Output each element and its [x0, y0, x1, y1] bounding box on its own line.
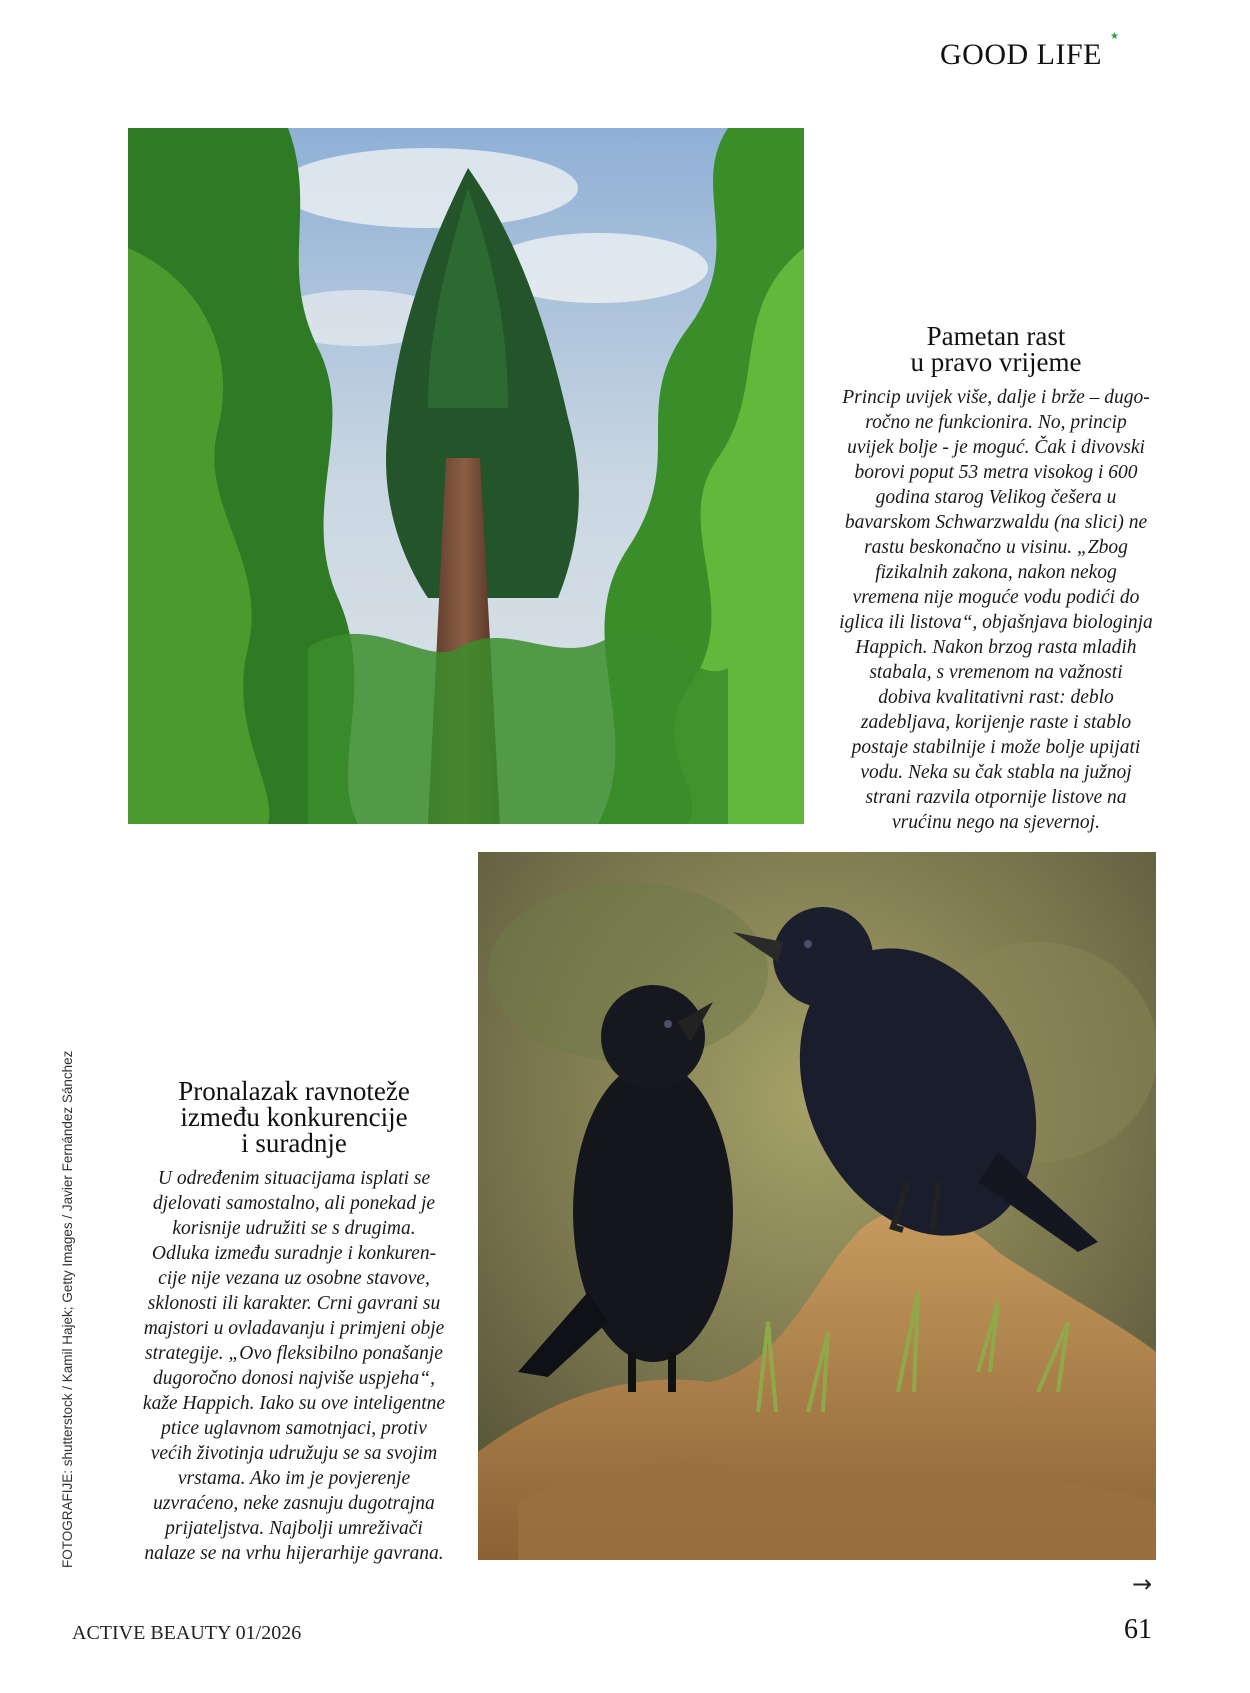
- body-line: vrstama. Ako im je povjerenje: [177, 1468, 411, 1489]
- body-line: Happich. Nakon brzog rasta mladih: [855, 637, 1137, 658]
- article-title: [826, 323, 1166, 375]
- article-title: [126, 1078, 462, 1156]
- forest-photo-illustration: [128, 128, 804, 824]
- ravens-photo-illustration: [478, 852, 1156, 1560]
- body-line: postaje stabilnije i može bolje upijati: [851, 737, 1141, 758]
- body-line: dugoročno donosi najviše uspjeha“,: [152, 1368, 436, 1389]
- body-line: majstori u ovladavanju i primjeni obje: [143, 1318, 445, 1339]
- title-line: Pronalazak ravnoteže: [178, 1076, 410, 1106]
- body-line: zadebljava, korijenje raste i stablo: [860, 712, 1132, 733]
- body-line: dobiva kvalitativni rast: deblo: [878, 687, 1114, 708]
- body-line: nalaze se na vrhu hijerarhije gavrana.: [144, 1543, 444, 1564]
- body-line: Princip uvijek više, dalje i brže – dugo-: [842, 387, 1150, 408]
- small-star-mark-icon: ★: [1110, 31, 1119, 42]
- ravens-photo: [478, 852, 1156, 1560]
- body-line: vremena nije moguće vodu podići do: [852, 587, 1140, 608]
- body-line: vrućinu nego na sjevernoj.: [892, 812, 1100, 833]
- body-line: uzvraćeno, neke zasnuju dugotrajna: [153, 1493, 435, 1514]
- body-line: godina starog Velikog češera u: [875, 487, 1117, 508]
- body-line: ptice uglavnom samotnjaci, protiv: [161, 1418, 427, 1439]
- body-line: borovi poput 53 metra visokog i 600: [854, 462, 1138, 483]
- magazine-issue: ACTIVE BEAUTY 01/2026: [72, 1622, 302, 1644]
- photo-credit: FOTOGRAFIJE: shutterstock / Kamil Hajek; Getty Images / Javier Fernández Sánchez: [60, 1050, 75, 1568]
- title-line: u pravo vrijeme: [910, 347, 1082, 377]
- body-line: ročno ne funkcionira. No, princip: [865, 412, 1127, 433]
- body-line: prijateljstva. Najbolji umreživači: [165, 1518, 423, 1539]
- next-page-arrow-icon[interactable]: →: [1132, 1570, 1153, 1598]
- article-smart-growth: [826, 323, 1166, 835]
- body-line: većih životinja udružuju se sa svojim: [150, 1443, 438, 1464]
- body-line: rastu beskonačno u visinu. „Zbog: [864, 537, 1128, 558]
- body-line: strani razvila otpornije listove na: [865, 787, 1127, 808]
- body-line: kaže Happich. Iako su ove inteligentne: [142, 1393, 446, 1414]
- body-line: strategije. „Ovo fleksibilno ponašanje: [145, 1343, 443, 1364]
- body-line: Odluka između suradnje i konkuren-: [151, 1243, 437, 1264]
- title-line: i suradnje: [241, 1128, 347, 1158]
- body-line: sklonosti ili karakter. Crni gavrani su: [147, 1293, 441, 1314]
- body-line: U određenim situacijama isplati se: [157, 1168, 431, 1189]
- article-balance: [126, 1078, 462, 1566]
- body-line: korisnije udružiti se s drugima.: [172, 1218, 416, 1239]
- body-line: stabala, s vremenom na važnosti: [869, 662, 1123, 683]
- body-line: cije nije vezana uz osobne stavove,: [158, 1268, 430, 1289]
- body-line: fizikalnih zakona, nakon nekog: [875, 562, 1117, 583]
- page-number: 61: [1124, 1614, 1152, 1645]
- body-line: bavarskom Schwarzwaldu (na slici) ne: [844, 512, 1148, 533]
- body-line: djelovati samostalno, ali ponekad je: [152, 1193, 436, 1214]
- body-line: uvijek bolje - je moguć. Čak i divovski: [847, 437, 1145, 458]
- article-body: [126, 1166, 462, 1566]
- body-line: vodu. Neka su čak stabla na južnoj: [860, 762, 1132, 783]
- article-body: [826, 385, 1166, 835]
- forest-photo: [128, 128, 804, 824]
- title-line: između konkurencije: [180, 1102, 408, 1132]
- section-label: GOOD LIFE: [940, 38, 1102, 71]
- body-line: iglica ili listova“, objašnjava biologinja: [839, 612, 1153, 633]
- title-line: Pametan rast: [926, 321, 1066, 351]
